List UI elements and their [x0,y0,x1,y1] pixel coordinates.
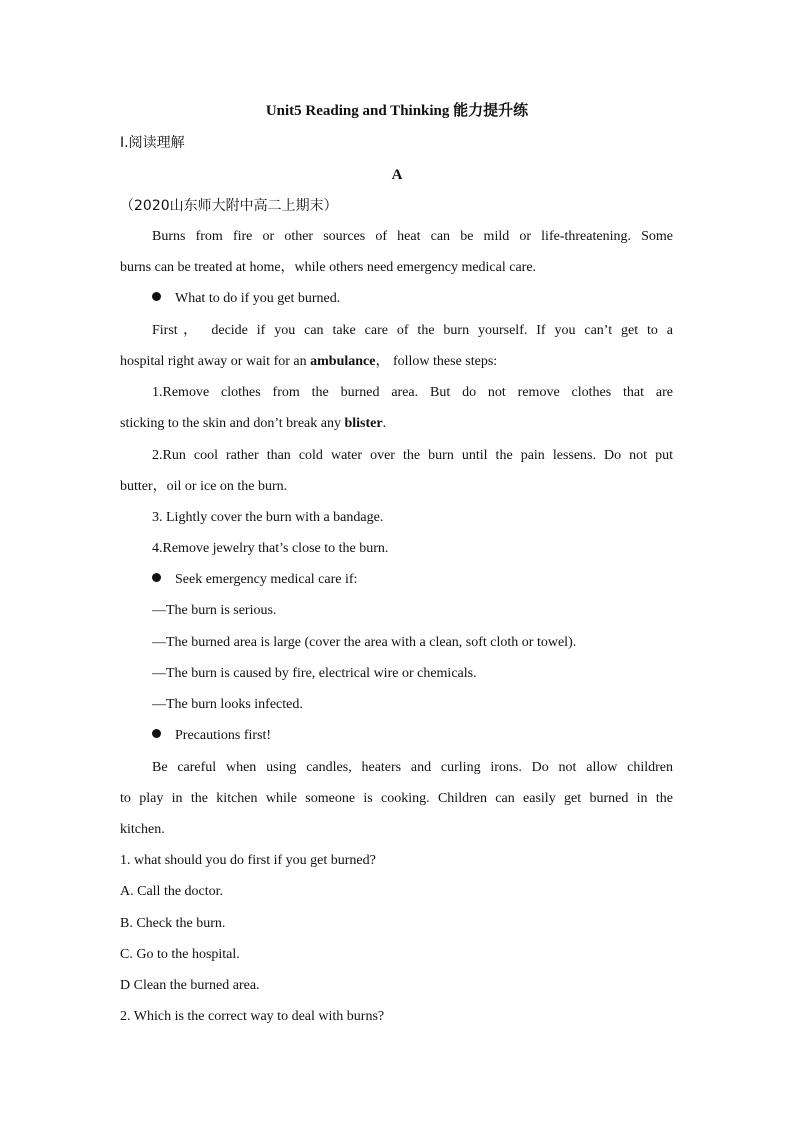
step-1-line-2 [120,414,673,434]
paragraph-1-line-2: burns can be treated at home，while others need emergency medical care. [120,260,537,275]
question-1-option-b: B. Check the burn. [120,916,226,931]
keyword-blister: blister [344,416,383,431]
paragraph-3-line-3: kitchen. [120,822,165,837]
step-1-line-1: 1.Remove clothes from the burned area. But do not remove clothes that are [152,385,673,400]
step-1-text: sticking to the skin and don’t break any [120,416,345,431]
source-note [120,196,673,217]
bullet-text: Precautions first! [175,728,272,743]
step-4: 4.Remove jewelry that’s close to the burn. [152,541,389,556]
page-title: Unit5 Reading and Thinking 能力提升练 [265,103,529,119]
step-2-line-1: 2.Run cool rather than cold water over the burn until the pain lessens. Do not put [152,448,673,463]
step-2-line-2: butter，oil or ice on the burn. [120,479,288,494]
paragraph-1-line-1: Burns from fire or other sources of heat can be mild or life-threatening. Some [152,229,673,244]
bullet-icon [152,573,161,582]
question-1: 1. what should you do first if you get burned? [120,853,376,868]
bullet-precautions [152,726,673,746]
bullet-text: Seek emergency medical care if: [175,572,358,587]
question-1-option-c: C. Go to the hospital. [120,947,240,962]
source-note-text: （2020山东师大附中高二上期末） [120,198,338,214]
bullet-what-to-do [152,289,673,309]
step-3: 3. Lightly cover the burn with a bandage. [152,510,384,525]
paragraph-2-text: hospital right away or wait for an [120,354,311,369]
bullet-seek-care [152,570,673,590]
bullet-icon [152,292,161,301]
passage-letter: A [391,167,403,183]
question-1-option-a: A. Call the doctor. [120,884,224,899]
step-1-text-end: . [382,416,387,431]
bullet-text: What to do if you get burned. [175,291,341,306]
dash-item-3: —The burn is caused by fire, electrical wire or chemicals. [152,666,477,681]
paragraph-2-text-end: ， follow these steps: [375,354,498,369]
keyword-ambulance: ambulance [310,354,376,369]
bullet-icon [152,729,161,738]
question-1-option-d: D Clean the burned area. [120,978,260,993]
paragraph-3-line-2: to play in the kitchen while someone is cooking. Children can easily get burned in the [120,791,673,806]
section-heading [120,133,673,154]
dash-item-4: —The burn looks infected. [152,697,303,712]
dash-item-1: —The burn is serious. [152,603,277,618]
paragraph-2-line-2 [120,352,673,372]
dash-item-2: —The burned area is large (cover the area with a clean, soft cloth or towel). [152,635,577,650]
section-heading-text: I.阅读理解 [120,135,185,151]
question-2: 2. Which is the correct way to deal with burns? [120,1009,385,1024]
paragraph-2-line-1: First， decide if you can take care of the burn yourself. If you can’t get to a [152,323,673,338]
paragraph-3-line-1: Be careful when using candles, heaters and curling irons. Do not allow children [152,760,673,775]
